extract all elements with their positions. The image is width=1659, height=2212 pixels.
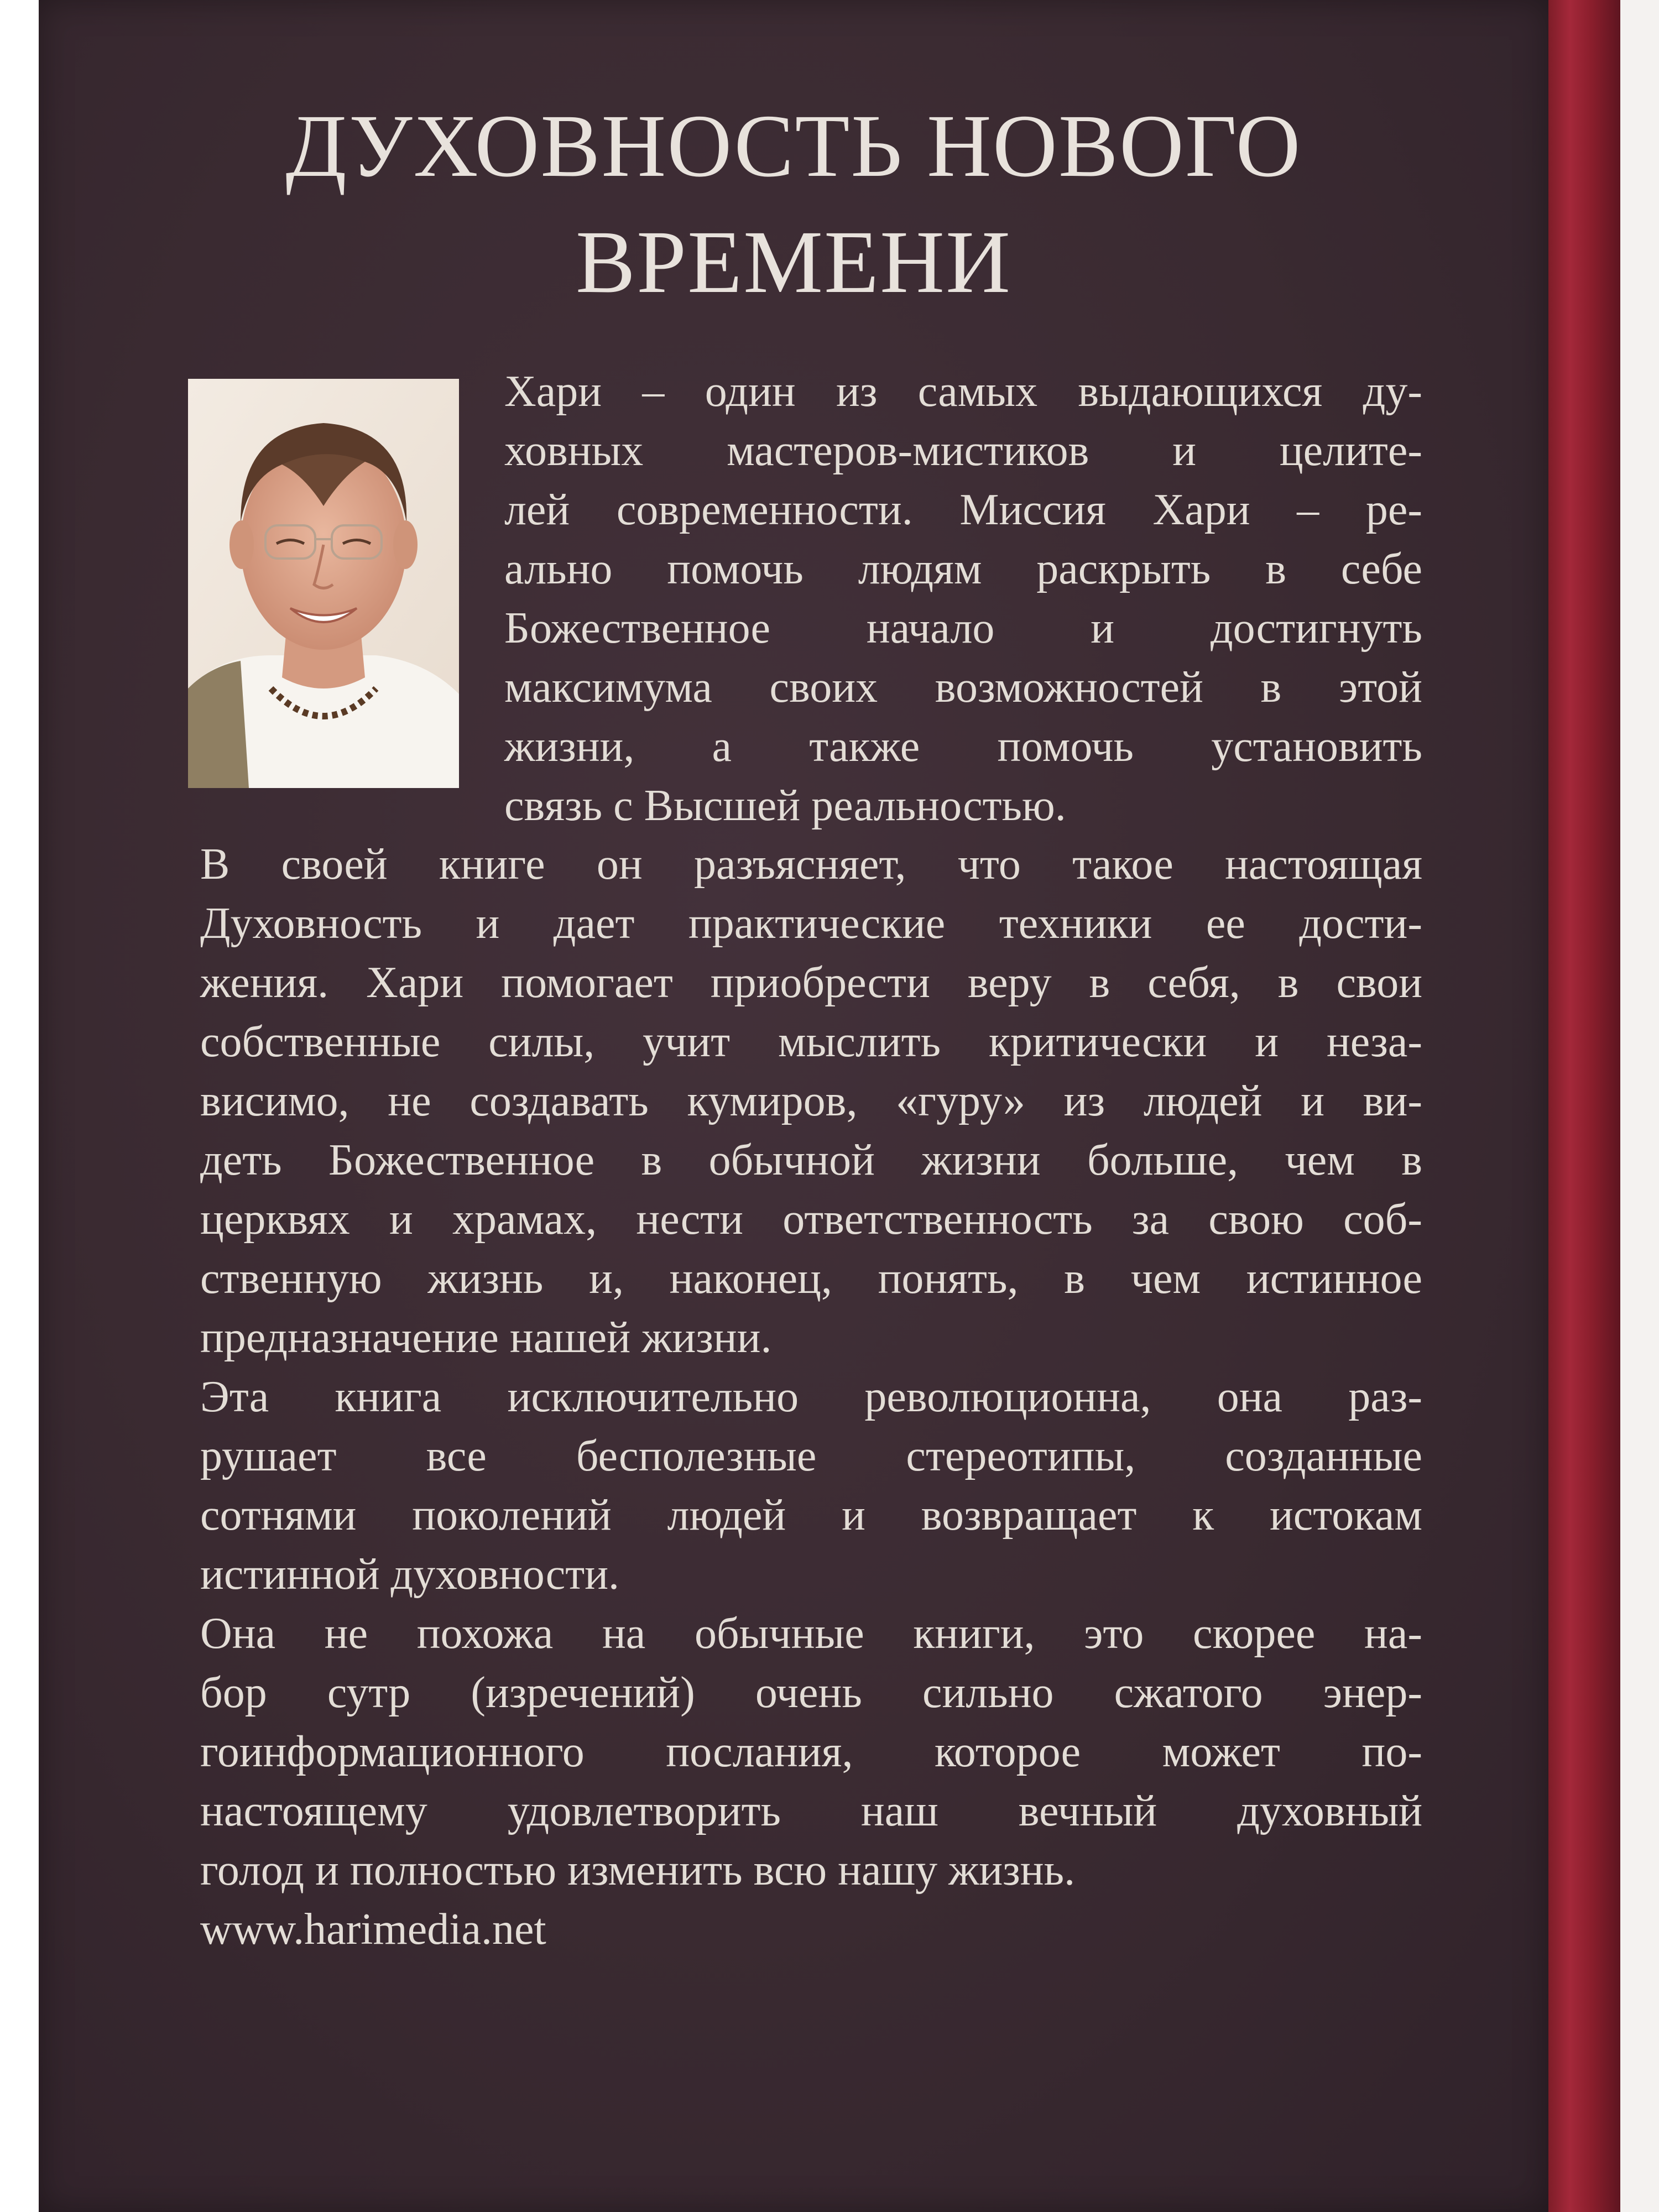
book-title-line-2: ВРЕМЕНИ — [575, 213, 1012, 312]
paragraph-line: церквях и храмах, нести ответственность за свою соб- — [200, 1195, 1422, 1244]
intro-line: лей современности. Миссия Хари – ре- — [504, 486, 1422, 534]
paragraph-line: настоящему удовлетворить наш вечный духовный — [200, 1787, 1422, 1835]
intro-line: Хари – один из самых выдающихся ду- — [504, 367, 1422, 416]
paragraph-line: гоинформационного послания, которое может по- — [200, 1728, 1422, 1776]
paragraph-line: голод и полностью изменить всю нашу жизнь. — [200, 1846, 1076, 1895]
intro-line: связь с Высшей реальностью. — [504, 781, 1066, 830]
paragraph-line: бор сутр (изречений) очень сильно сжатого энер- — [200, 1668, 1422, 1717]
intro-line: ально помочь людям раскрыть в себе — [504, 545, 1422, 593]
description-body — [200, 835, 1422, 1959]
paragraph-line: Она не похожа на обычные книги, это скорее на- — [200, 1609, 1422, 1658]
description-paragraph-2 — [200, 835, 1422, 1368]
description-paragraph-3 — [200, 1368, 1422, 1604]
book-title — [39, 88, 1548, 321]
author-portrait-image — [188, 379, 459, 788]
intro-line: максимума своих возможностей в этой — [504, 663, 1422, 712]
website-url: www.harimedia.net — [200, 1905, 546, 1954]
intro-paragraph — [504, 362, 1422, 836]
intro-line: Божественное начало и достигнуть — [504, 604, 1422, 653]
description-paragraph-4 — [200, 1604, 1422, 1900]
paragraph-line: рушает все бесполезные стереотипы, созданные — [200, 1432, 1422, 1480]
page-edge — [1620, 0, 1659, 2212]
paragraph-line: висимо, не создавать кумиров, «гуру» из людей и ви- — [200, 1077, 1422, 1125]
paragraph-line: сотнями поколений людей и возвращает к истокам — [200, 1491, 1422, 1540]
intro-line: жизни, а также помочь установить — [504, 722, 1422, 771]
paragraph-line: истинной духовности. — [200, 1550, 620, 1599]
intro-line: ховных мастеров-мистиков и целите- — [504, 426, 1422, 475]
paragraph-line: Эта книга исключительно революционна, она раз- — [200, 1373, 1422, 1421]
book-title-line-1: ДУХОВНОСТЬ НОВОГО — [285, 97, 1302, 196]
paragraph-line: собственные силы, учит мыслить критически и неза- — [200, 1018, 1422, 1066]
paragraph-line: Духовность и дает практические техники ее дости- — [200, 899, 1422, 948]
paragraph-line: предназначение нашей жизни. — [200, 1313, 772, 1362]
paragraph-line: ственную жизнь и, наконец, понять, в чем истинное — [200, 1254, 1422, 1303]
paragraph-line: жения. Хари помогает приобрести веру в себя, в свои — [200, 958, 1422, 1007]
author-photo — [188, 379, 459, 788]
paragraph-line: В своей книге он разъясняет, что такое настоящая — [200, 840, 1422, 889]
paragraph-line: деть Божественное в обычной жизни больше, чем в — [200, 1136, 1422, 1185]
book-spine — [1548, 0, 1620, 2212]
